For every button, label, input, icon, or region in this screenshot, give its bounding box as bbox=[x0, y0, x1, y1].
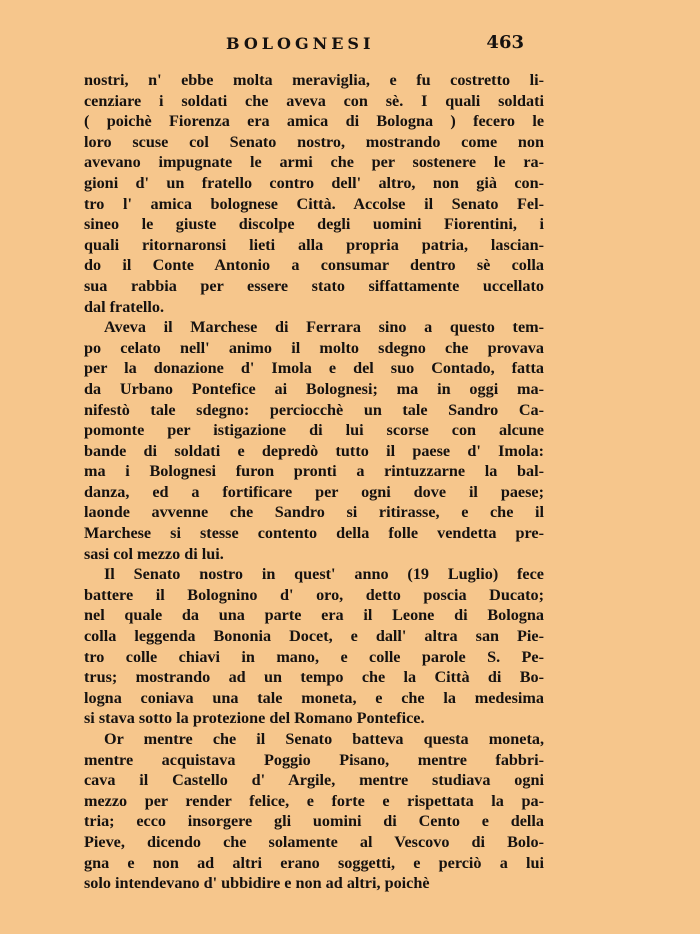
text-line: laonde avvenne che Sandro si ritirasse, e che il bbox=[84, 503, 544, 522]
text-line: sineo le giuste discolpe degli uomini Fiorentini, i bbox=[84, 215, 544, 234]
text-line: cenziare i soldati che aveva con sè. I quali soldati bbox=[84, 91, 544, 110]
text-line: si stava sotto la protezione del Romano Pontefice. bbox=[84, 709, 425, 728]
text-line: Or mentre che il Senato batteva questa moneta, bbox=[104, 730, 544, 748]
text-line: cava il Castello d' Argile, mentre studiava ogni bbox=[84, 771, 544, 790]
text-line: ( poichè Fiorenza era amica di Bologna ) fecero le bbox=[84, 112, 544, 131]
text-line: mentre acquistava Poggio Pisano, mentre fabbri- bbox=[84, 750, 544, 769]
text-line: colla leggenda Bononia Docet, e dall' altra san Pie- bbox=[84, 627, 544, 646]
text-line: battere il Bolognino d' oro, detto poscia Ducato; bbox=[84, 585, 544, 604]
text-line: da Urbano Pontefice ai Bolognesi; ma in oggi ma- bbox=[84, 379, 544, 398]
page-number: 463 bbox=[486, 32, 524, 53]
text-line: tro l' amica bolognese Città. Accolse il Senato Fel- bbox=[84, 194, 544, 213]
text-line: quali ritornaronsi lieti alla propria patria, lascian- bbox=[84, 235, 544, 254]
text-line: tria; ecco insorgere gli uomini di Cento e della bbox=[84, 812, 544, 831]
text-line: bande di soldati e depredò tutto il paese d' Imola: bbox=[84, 441, 544, 460]
text-line: Pieve, dicendo che solamente al Vescovo di Bolo- bbox=[84, 832, 544, 851]
text-line: danza, ed a fortificare per ogni dove il paese; bbox=[84, 482, 544, 501]
paragraph bbox=[84, 729, 544, 894]
text-line: loro scuse col Senato nostro, mostrando come non bbox=[84, 132, 544, 151]
text-line: nel quale da una parte era il Leone di Bologna bbox=[84, 606, 544, 625]
text-line: logna coniava una tale moneta, e che la medesima bbox=[84, 688, 544, 707]
paragraph bbox=[84, 317, 544, 564]
running-head: BOLOGNESI bbox=[226, 34, 375, 53]
text-line: Marchese si stesse contento della folle vendetta pre- bbox=[84, 524, 544, 543]
book-page bbox=[84, 30, 544, 894]
page-header bbox=[84, 30, 544, 62]
text-line: tro colle chiavi in mano, e colle parole S. Pe- bbox=[84, 647, 544, 666]
text-line: mezzo per render felice, e forte e rispettata la pa- bbox=[84, 791, 544, 810]
text-line: ma i Bolognesi furon pronti a rintuzzarne la bal- bbox=[84, 462, 544, 481]
text-line: gioni d' un fratello contro dell' altro, non già con- bbox=[84, 173, 544, 192]
text-line: pomonte per istigazione di lui scorse con alcune bbox=[84, 421, 544, 440]
text-line: per la donazione d' Imola e del suo Contado, fatta bbox=[84, 359, 544, 378]
body-text bbox=[84, 70, 544, 894]
text-line: po celato nell' animo il molto sdegno che provava bbox=[84, 338, 544, 357]
text-line: avevano impugnate le armi che per sostenere le ra- bbox=[84, 153, 544, 172]
text-line: nostri, n' ebbe molta meraviglia, e fu costretto li- bbox=[84, 71, 544, 89]
text-line: gna e non ad altri erano soggetti, e perciò a lui bbox=[84, 853, 544, 872]
text-line: Aveva il Marchese di Ferrara sino a questo tem- bbox=[104, 318, 544, 337]
text-line: do il Conte Antonio a consumar dentro sè colla bbox=[84, 256, 544, 275]
text-line: Il Senato nostro in quest' anno (19 Luglio) fece bbox=[104, 565, 544, 584]
paragraph bbox=[84, 564, 544, 729]
text-line: trus; mostrando ad un tempo che la Città di Bo- bbox=[84, 668, 544, 687]
text-line: sua rabbia per essere stato siffattamente uccellato bbox=[84, 276, 544, 295]
text-line: sasi col mezzo di lui. bbox=[84, 544, 224, 563]
text-line: nifestò tale sdegno: perciocchè un tale Sandro Ca- bbox=[84, 400, 544, 419]
paragraph bbox=[84, 70, 544, 317]
text-line: dal fratello. bbox=[84, 297, 165, 316]
text-line: solo intendevano d' ubbidire e non ad altri, poichè bbox=[84, 874, 430, 893]
